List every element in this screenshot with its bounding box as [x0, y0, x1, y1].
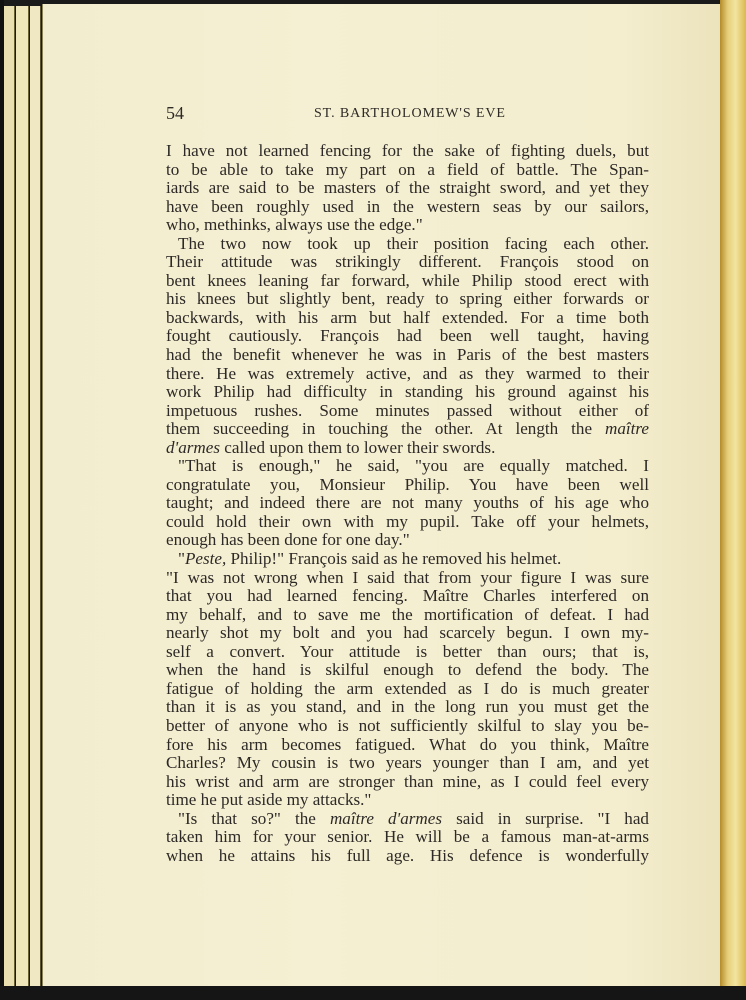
italic-term: maître	[605, 419, 649, 439]
text-line: could hold their own with my pupil. Take off your helmets,	[166, 511, 649, 531]
text-line: fatigue of holding the arm extended as I do is much greater	[166, 678, 649, 698]
text-line	[166, 420, 649, 439]
text-line: I have not learned fencing for the sake of fighting duels, but	[166, 141, 649, 160]
text-line: backwards, with his arm but half extended. For a time both	[166, 307, 649, 327]
text-run: them succeeding in touching the other. At length the	[166, 419, 605, 439]
text-line: had the benefit whenever he was in Paris of the best masters	[166, 345, 649, 365]
text-line: self a convert. Your attitude is better than ours; that is,	[166, 641, 649, 661]
text-line: enough has been done for one day."	[166, 530, 410, 550]
page-edge	[30, 6, 41, 992]
text-line: "I was not wrong when I said that from your figure I was sure	[166, 567, 649, 587]
text-line: "That is enough," he said, "you are equally matched. I	[178, 456, 649, 476]
text-line: to be able to take my part on a field of battle. The Span-	[166, 159, 649, 179]
body-text	[166, 142, 649, 865]
text-line: work Philip had difficulty in standing his ground against his	[166, 382, 649, 402]
text-line: fore his arm becomes fatigued. What do you think, Maître	[166, 734, 649, 754]
page-edge	[4, 6, 15, 992]
text-line: when the hand is skilful enough to defend the body. The	[166, 660, 649, 680]
bottom-shadow	[0, 986, 746, 1000]
text-line: my behalf, and to save me the mortification of defeat. I had	[166, 604, 649, 624]
text-line: The two now took up their position facing each other.	[178, 233, 649, 253]
text-run: "	[178, 549, 185, 569]
page-edge	[16, 6, 29, 992]
text-line: Their attitude was strikingly different. François stood on	[166, 252, 649, 272]
text-line	[166, 810, 649, 829]
text-line: time he put aside my attacks."	[166, 790, 372, 810]
text-line: better of anyone who is not sufficiently skilful to slay you be-	[166, 715, 649, 735]
text-run: Philip!" François said as he removed his helmet.	[226, 549, 562, 569]
gilt-page-edge	[720, 0, 746, 1000]
text-line: iards are said to be masters of the straight sword, and yet they	[166, 178, 649, 198]
running-title: ST. BARTHOLOMEW'S EVE	[314, 106, 506, 121]
text-run: called upon them to lower their swords.	[220, 437, 496, 457]
text-line: fought cautiously. François had been well taught, having	[166, 326, 649, 346]
text-line	[166, 439, 649, 458]
italic-term: Peste,	[184, 549, 227, 569]
text-line: impetuous rushes. Some minutes passed without either of	[166, 400, 649, 420]
text-line: when he attains his full age. His defence is wonderfully	[166, 845, 649, 865]
page-header	[166, 103, 649, 125]
text-line: his knees but slightly bent, ready to spring either forwards or	[166, 289, 649, 309]
text-line: bent knees leaning far forward, while Philip stood erect with	[166, 270, 649, 290]
text-line: who, methinks, always use the edge."	[166, 215, 423, 235]
text-line	[166, 550, 649, 569]
text-run: said in surprise. "I had	[442, 808, 649, 828]
text-line: taught; and indeed there are not many youths of his age who	[166, 493, 649, 513]
text-line: congratulate you, Monsieur Philip. You have been well	[166, 474, 649, 494]
text-line: Charles? My cousin is two years younger than I am, and yet	[166, 753, 649, 773]
italic-term: d'armes	[166, 437, 220, 457]
text-line: that you had learned fencing. Maître Charles interfered on	[166, 586, 649, 606]
text-line: his wrist and arm are stronger than mine, as I could feel every	[166, 771, 649, 791]
page-number: 54	[166, 103, 184, 123]
text-line: than it is as you stand, and in the long run you must get the	[166, 697, 649, 717]
text-line: taken him for your senior. He will be a famous man-at-arms	[166, 827, 649, 847]
text-line: have been roughly used in the western seas by our sailors,	[166, 196, 649, 216]
italic-term: maître d'armes	[329, 808, 442, 828]
text-line: there. He was extremely active, and as they warmed to their	[166, 363, 649, 383]
text-run: "Is that so?" the	[178, 808, 330, 828]
text-line: nearly shot my bolt and you had scarcely begun. I own my-	[166, 623, 649, 643]
